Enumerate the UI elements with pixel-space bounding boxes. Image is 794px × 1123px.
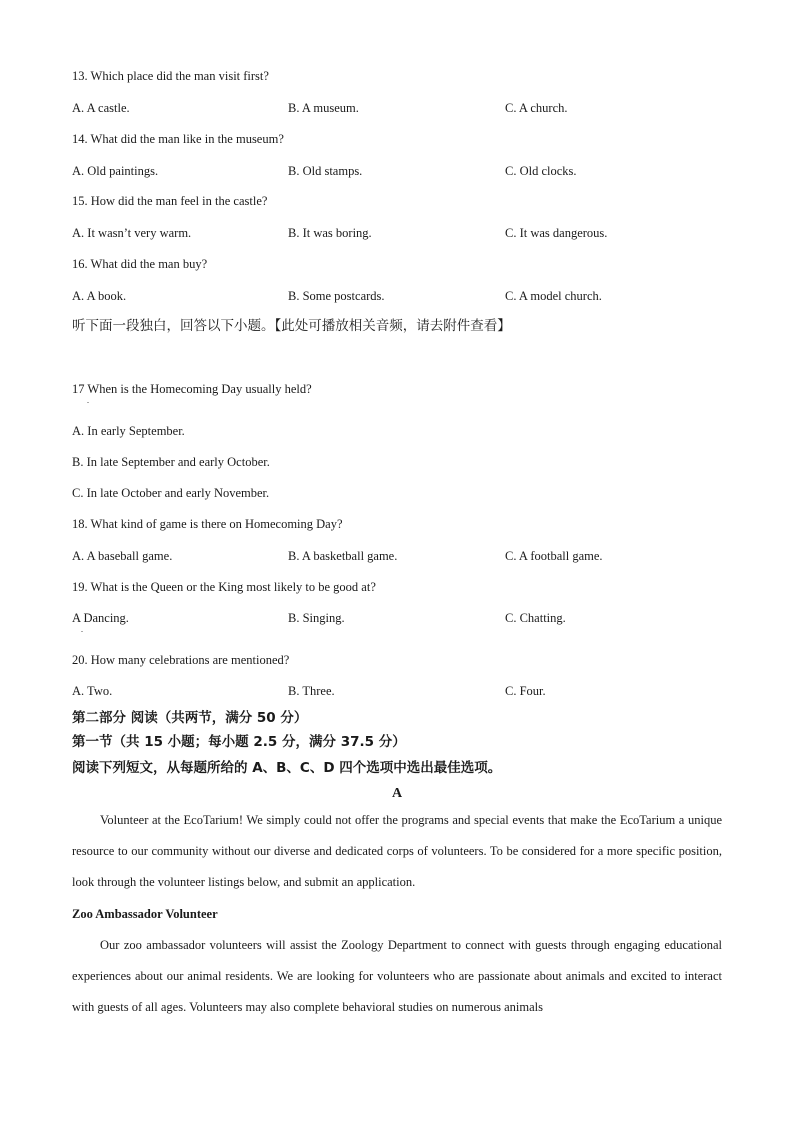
reading-section-title: 第一节（共 15 小题；每小题 2.5 分，满分 37.5 分） — [72, 734, 406, 750]
q15-option-c: C. It was dangerous. — [505, 226, 608, 240]
q16-option-a: A. A book. — [72, 289, 127, 303]
passage-label: A — [391, 786, 403, 801]
q18-option-a: A. A baseball game. — [72, 549, 173, 563]
q17-option-b: B. In late September and early October. — [72, 455, 270, 469]
q15-option-b: B. It was boring. — [288, 226, 372, 240]
passage-paragraph-2: Our zoo ambassador volunteers will assist the Zoology Department to connect with guests through engaging educational experiences about our animal residents. We are looking for volunteers who are passionate about animals and excited to interact with guests of all ages. Volunteers may also complete behavioral studies on numerous animals — [72, 938, 722, 1014]
question-17: 17 When is the Homecoming Day usually held? — [72, 382, 312, 396]
q17-option-c: C. In late October and early November. — [72, 486, 270, 500]
question-15: 15. How did the man feel in the castle? — [72, 194, 268, 208]
question-14: 14. What did the man like in the museum? — [72, 132, 284, 146]
q14-option-a: A. Old paintings. — [72, 164, 159, 178]
q14-option-c: C. Old clocks. — [505, 164, 577, 178]
q20-option-b: B. Three. — [288, 684, 335, 698]
q20-option-c: C. Four. — [505, 684, 546, 698]
q15-option-a: A. It wasn’t very warm. — [72, 226, 192, 240]
q16-option-b: B. Some postcards. — [288, 289, 385, 303]
question-18: 18. What kind of game is there on Homecoming Day? — [72, 517, 343, 531]
q16-option-c: C. A model church. — [505, 289, 602, 303]
stray-dot: . — [81, 625, 83, 634]
q13-option-a: A. A castle. — [72, 101, 130, 115]
passage-subheading: Zoo Ambassador Volunteer — [72, 907, 218, 921]
reading-instruction: 阅读下列短文，从每题所给的 A、B、C、D 四个选项中选出最佳选项。 — [72, 760, 502, 776]
q14-option-b: B. Old stamps. — [288, 164, 363, 178]
q19-option-a: A Dancing. — [72, 611, 129, 625]
passage-paragraph-1: Volunteer at the EcoTarium! We simply could not offer the programs and special events that make the EcoTarium a unique resource to our community without our diverse and dedicated corps of volunteers. To be considered for a more specific position, look through the volunteer listings below, and submit an application. — [72, 813, 722, 889]
monologue-instruction: 听下面一段独白，回答以下小题。【此处可播放相关音频，请去附件查看】 — [72, 318, 511, 334]
question-13: 13. Which place did the man visit first? — [72, 69, 269, 83]
q18-option-b: B. A basketball game. — [288, 549, 398, 563]
q17-option-a: A. In early September. — [72, 424, 185, 438]
q19-option-b: B. Singing. — [288, 611, 345, 625]
q18-option-c: C. A football game. — [505, 549, 603, 563]
q19-option-c: C. Chatting. — [505, 611, 566, 625]
q13-option-c: C. A church. — [505, 101, 568, 115]
question-16: 16. What did the man buy? — [72, 257, 208, 271]
q20-option-a: A. Two. — [72, 684, 113, 698]
question-19: 19. What is the Queen or the King most likely to be good at? — [72, 580, 376, 594]
reading-part-title: 第二部分 阅读（共两节，满分 50 分） — [72, 710, 308, 726]
stray-dot: . — [87, 396, 89, 405]
question-20: 20. How many celebrations are mentioned? — [72, 653, 290, 667]
q13-option-b: B. A museum. — [288, 101, 359, 115]
